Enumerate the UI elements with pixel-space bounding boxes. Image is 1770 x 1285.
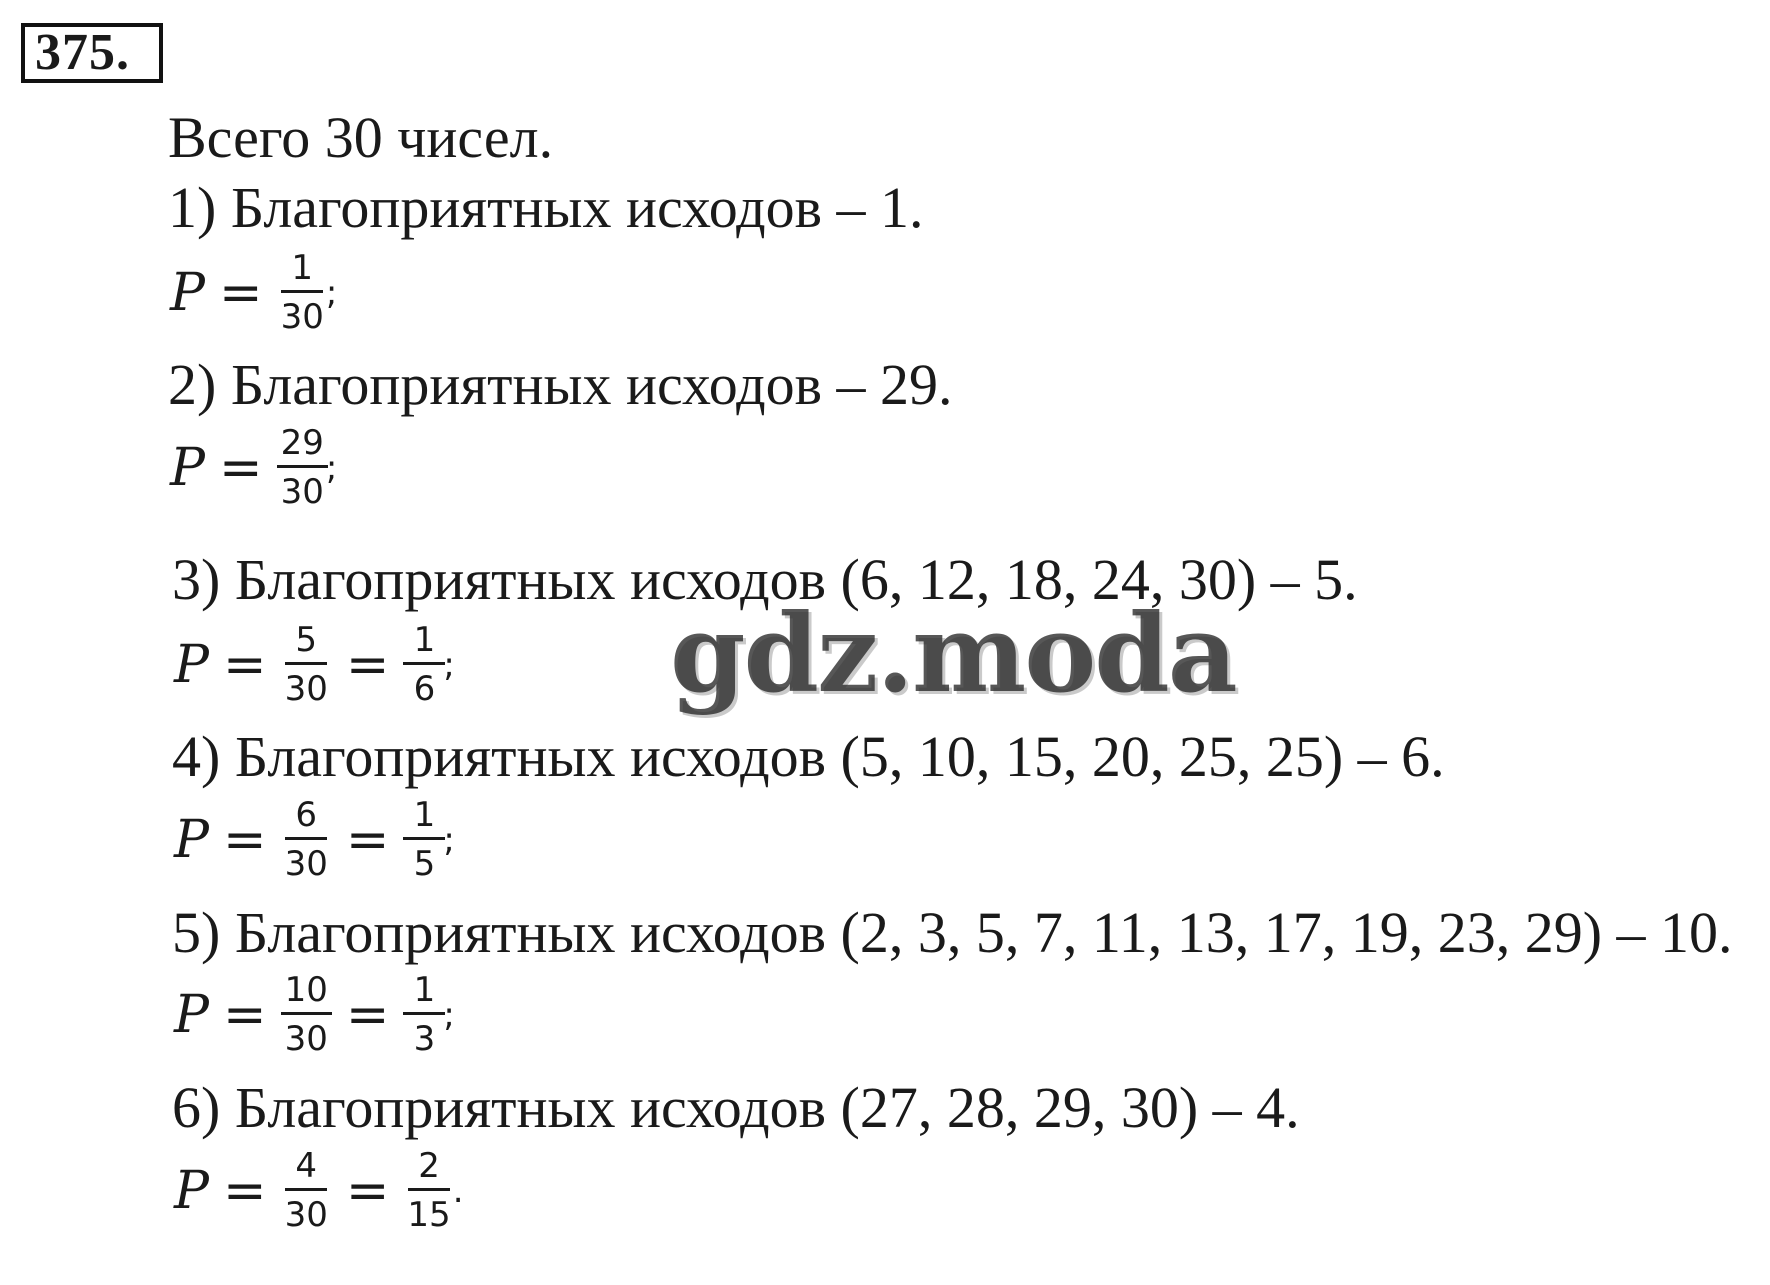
punctuation: ; bbox=[325, 447, 338, 488]
denominator: 30 bbox=[284, 844, 328, 884]
probability-var: P bbox=[174, 1160, 209, 1221]
equals-sign: = bbox=[223, 809, 267, 870]
denominator: 5 bbox=[413, 844, 436, 884]
intro-text: Всего 30 чисел. bbox=[168, 105, 554, 170]
item-2-text: 2) Благоприятных исходов – 29. bbox=[168, 352, 953, 417]
punctuation: . bbox=[452, 1170, 464, 1211]
denominator: 30 bbox=[280, 297, 324, 337]
equals-sign: = bbox=[345, 634, 390, 695]
equals-sign: = bbox=[345, 984, 390, 1045]
numerator: 4 bbox=[285, 1148, 327, 1191]
denominator: 3 bbox=[413, 1019, 436, 1059]
denominator: 30 bbox=[284, 1195, 328, 1235]
fraction bbox=[281, 797, 332, 882]
fraction bbox=[281, 1148, 332, 1233]
numerator: 1 bbox=[403, 972, 445, 1015]
watermark-logo: gdz.moda bbox=[670, 591, 1236, 717]
equals-sign: = bbox=[223, 634, 267, 695]
punctuation: ; bbox=[443, 819, 455, 860]
probability-var: P bbox=[170, 262, 205, 323]
equals-sign: = bbox=[223, 984, 267, 1045]
item-3-text: 3) Благоприятных исходов (6, 12, 18, 24, 30) – 5. bbox=[172, 547, 1358, 612]
equals-sign: = bbox=[219, 262, 263, 323]
equals-sign: = bbox=[223, 1160, 267, 1221]
denominator: 30 bbox=[284, 669, 328, 709]
punctuation: ; bbox=[443, 994, 455, 1035]
numerator: 2 bbox=[408, 1148, 450, 1191]
item-6-formula bbox=[174, 1148, 464, 1233]
fraction bbox=[281, 972, 332, 1057]
item-1-text: 1) Благоприятных исходов – 1. bbox=[168, 175, 924, 240]
equals-sign: = bbox=[345, 1160, 390, 1221]
item-5-text: 5) Благоприятных исходов (2, 3, 5, 7, 11, 13, 17, 19, 23, 29) – 10. bbox=[172, 900, 1733, 965]
denominator: 6 bbox=[413, 669, 436, 709]
item-4-text: 4) Благоприятных исходов (5, 10, 15, 20, 25, 25) – 6. bbox=[172, 724, 1445, 789]
fraction-reduced bbox=[403, 972, 445, 1057]
denominator: 30 bbox=[280, 472, 324, 512]
numerator: 1 bbox=[281, 250, 323, 293]
fraction bbox=[281, 622, 332, 707]
fraction-reduced bbox=[403, 1148, 454, 1233]
punctuation: ; bbox=[443, 644, 455, 685]
fraction-reduced bbox=[403, 622, 445, 707]
item-1-formula bbox=[170, 250, 337, 335]
equals-sign: = bbox=[345, 809, 390, 870]
numerator: 5 bbox=[285, 622, 327, 665]
probability-var: P bbox=[174, 984, 209, 1045]
probability-var: P bbox=[174, 809, 209, 870]
numerator: 1 bbox=[403, 622, 445, 665]
problem-number: 375. bbox=[35, 24, 130, 81]
item-4-formula bbox=[174, 797, 455, 882]
equals-sign: = bbox=[219, 437, 263, 498]
item-3-formula bbox=[174, 622, 455, 707]
numerator: 1 bbox=[403, 797, 445, 840]
punctuation: ; bbox=[325, 272, 338, 313]
item-6-text: 6) Благоприятных исходов (27, 28, 29, 30) – 4. bbox=[172, 1075, 1300, 1140]
item-5-formula bbox=[174, 972, 455, 1057]
fraction bbox=[277, 425, 328, 510]
numerator: 29 bbox=[277, 425, 328, 468]
numerator: 10 bbox=[281, 972, 332, 1015]
problem-number-box bbox=[21, 23, 163, 83]
denominator: 30 bbox=[284, 1019, 328, 1059]
denominator: 15 bbox=[407, 1195, 451, 1235]
probability-var: P bbox=[170, 437, 205, 498]
item-2-formula bbox=[170, 425, 337, 510]
fraction-reduced bbox=[403, 797, 445, 882]
numerator: 6 bbox=[285, 797, 327, 840]
probability-var: P bbox=[174, 634, 209, 695]
fraction bbox=[277, 250, 328, 335]
